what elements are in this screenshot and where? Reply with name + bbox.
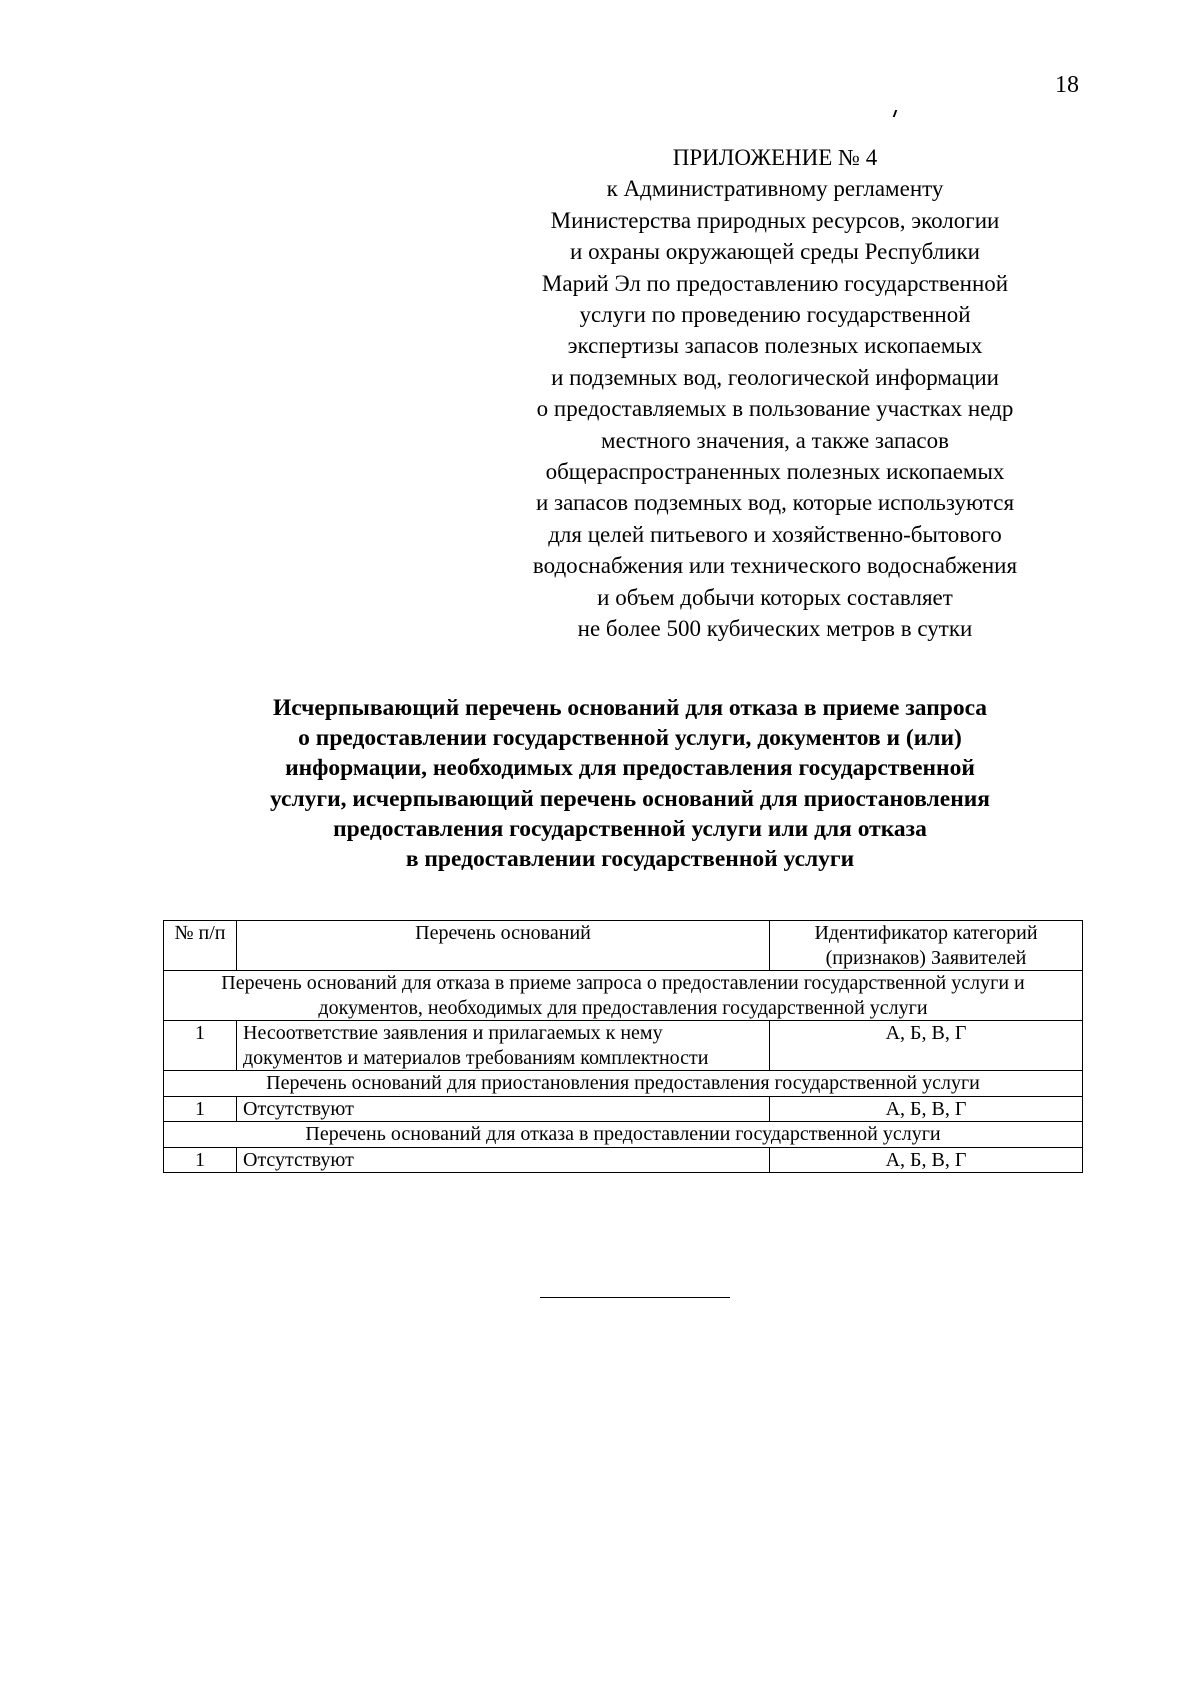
appendix-line: водоснабжения или технического водоснабжения xyxy=(532,553,1018,579)
appendix-line: экспертизы запасов полезных ископаемых xyxy=(567,333,983,359)
row-number-cell: 1 xyxy=(164,1147,237,1173)
section-row xyxy=(164,1071,1083,1097)
grounds-table xyxy=(163,920,1083,1173)
section-title-cell: Перечень оснований для приостановления предоставления государственной услуги xyxy=(164,1071,1083,1097)
row-number-cell: 1 xyxy=(164,1021,237,1071)
appendix-block xyxy=(430,142,1120,645)
row-reason-cell: Отсутствуют xyxy=(237,1096,770,1122)
page-number: 18 xyxy=(1055,72,1079,98)
section-row xyxy=(164,1122,1083,1148)
appendix-line: к Административному регламенту xyxy=(606,176,944,202)
appendix-line: для целей питьевого и хозяйственно-бытового xyxy=(548,521,1002,547)
heading-line: в предоставлении государственной услуги xyxy=(405,846,855,873)
header-number-cell: № п/п xyxy=(164,921,237,971)
scan-mark xyxy=(893,110,898,117)
header-reasons-cell: Перечень оснований xyxy=(237,921,770,971)
heading-line: предоставления государственной услуги или для отказа xyxy=(333,815,927,842)
appendix-line: местного значения, а также запасов xyxy=(601,427,949,453)
appendix-line: и охраны окружающей среды Республики xyxy=(570,239,980,265)
header-identifier-cell: Идентификатор категорий (признаков) Заявителей xyxy=(770,921,1083,971)
document-heading xyxy=(160,693,1100,874)
appendix-line: о предоставляемых в пользование участках недр xyxy=(536,396,1014,422)
appendix-line: общераспространенных полезных ископаемых xyxy=(545,459,1005,485)
table-row xyxy=(164,1147,1083,1173)
row-reason-cell: Несоответствие заявления и прилагаемых к нему документов и материалов требованиям комплектности xyxy=(237,1021,770,1071)
appendix-line: не более 500 кубических метров в сутки xyxy=(577,616,973,642)
row-identifier-cell: А, Б, В, Г xyxy=(770,1021,1083,1071)
heading-line: услуги, исчерпывающий перечень оснований для приостановления xyxy=(270,785,990,812)
appendix-line: и объем добычи которых составляет xyxy=(597,584,953,610)
appendix-line: Министерства природных ресурсов, экологии xyxy=(550,207,1000,233)
heading-line: Исчерпывающий перечень оснований для отказа в приеме запроса xyxy=(272,695,988,721)
appendix-line: услуги по проведению государственной xyxy=(579,302,971,328)
table-row xyxy=(164,1021,1083,1071)
table-row xyxy=(164,1096,1083,1122)
row-number-cell: 1 xyxy=(164,1096,237,1122)
appendix-line: и подземных вод, геологической информации xyxy=(551,364,999,390)
row-reason-cell: Отсутствуют xyxy=(237,1147,770,1173)
appendix-line: Марий Эл по предоставлению государственной xyxy=(541,270,1009,296)
heading-line: информации, необходимых для предоставления государственной xyxy=(285,755,975,782)
row-identifier-cell: А, Б, В, Г xyxy=(770,1096,1083,1122)
table-header-row xyxy=(164,921,1083,971)
section-title-cell: Перечень оснований для отказа в приеме запроса о предоставлении государственной услуги и документов, необходимых для предоставления государственной услуги xyxy=(164,971,1083,1021)
row-identifier-cell: А, Б, В, Г xyxy=(770,1147,1083,1173)
end-divider xyxy=(540,1297,730,1298)
appendix-title: ПРИЛОЖЕНИЕ № 4 xyxy=(672,145,878,170)
section-row xyxy=(164,971,1083,1021)
section-title-cell: Перечень оснований для отказа в предоставлении государственной услуги xyxy=(164,1122,1083,1148)
appendix-line: и запасов подземных вод, которые используются xyxy=(535,490,1015,516)
heading-line: о предоставлении государственной услуги, документов и (или) xyxy=(298,725,962,752)
